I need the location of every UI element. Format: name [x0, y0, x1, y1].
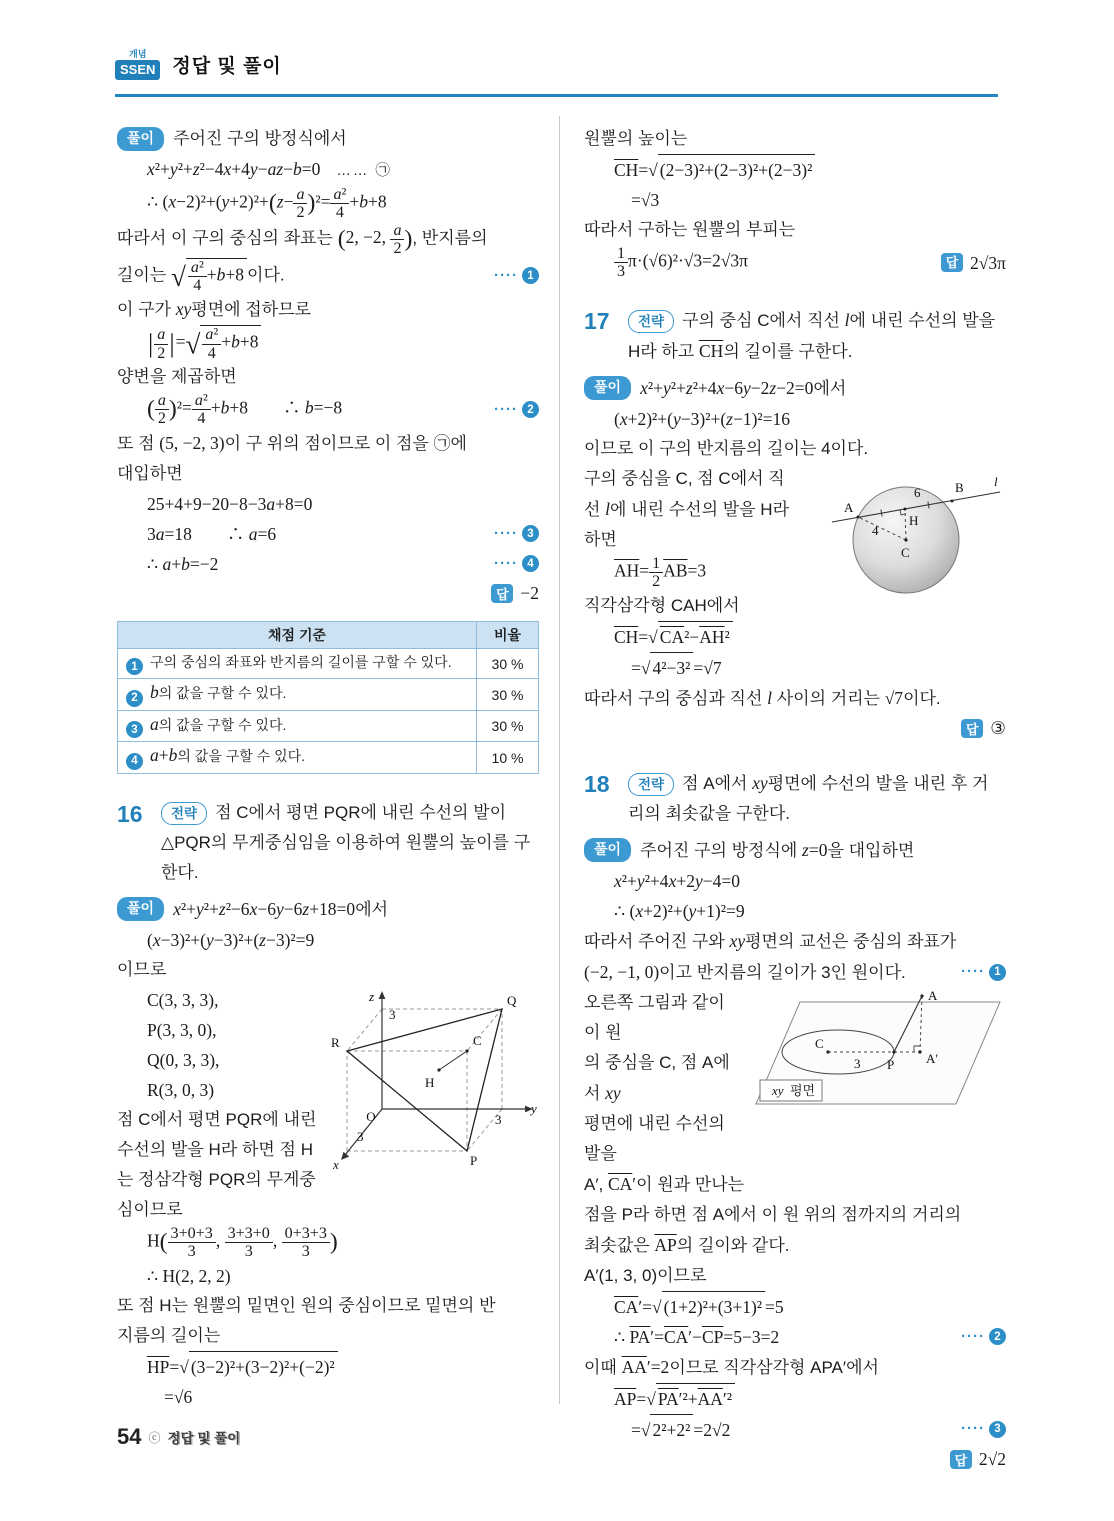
strategy-line	[161, 798, 539, 828]
point-label-C: C	[901, 544, 910, 560]
solution-header	[584, 373, 1006, 404]
point-label-Q: Q	[507, 992, 517, 1008]
math-line: R(3, 0, 3)	[147, 1079, 215, 1100]
marker-number: 2	[522, 401, 539, 418]
text-line: 이므로	[117, 959, 167, 979]
solution-badge: 풀이	[117, 897, 164, 921]
math-line: $\overline{CH}=√$ $CA^2-\overline{AH}^2$	[584, 621, 1006, 652]
rubric-step-number: 4	[126, 753, 143, 770]
strategy-line: △PQR의 무게중심임을 이용하여 원뿔의 높이를 구한다.	[161, 832, 531, 882]
step-marker	[961, 1414, 1006, 1444]
problem-number: 18	[584, 770, 610, 797]
column-divider	[559, 116, 560, 1404]
length-label-3: 3	[389, 1006, 396, 1022]
line-text: ∴ a+b=−2	[147, 553, 219, 574]
axis-label-x: x	[333, 1156, 339, 1172]
rubric-row	[118, 648, 539, 679]
solution-intro: 주어진 구의 방정식에서	[173, 129, 347, 148]
cube-diagram	[327, 981, 539, 1173]
marker-dots: ····	[961, 1420, 985, 1437]
marker-number: 3	[522, 525, 539, 542]
text-line: 이므로 이 구의 반지름의 길이는 4이다.	[584, 438, 869, 458]
problem-17-header	[584, 305, 1006, 367]
strategy-block	[628, 305, 1006, 367]
logo-main-text: SSEN	[115, 60, 160, 80]
math-line: ∴ H(2, 2, 2)	[147, 1265, 231, 1286]
footer-label: 정답 및 풀이	[167, 1431, 241, 1446]
text-line: 따라서 주어진 구와 xy평면의 교선은 중심의 좌표가	[584, 930, 957, 951]
point-label-B: B	[955, 479, 964, 495]
point-label-H: H	[425, 1074, 435, 1090]
answer-badge: 답	[961, 719, 983, 738]
grading-rubric-table	[117, 621, 539, 774]
math-line: ∴ (x−2)²+(y+2)²+(z− $\frac{a}{2}$ )²= $\frac{\text{a²}}{4}$ +b+8	[147, 186, 387, 222]
solution-badge: 풀이	[584, 376, 631, 400]
step-marker	[494, 519, 539, 549]
math-line	[584, 245, 1006, 281]
header-rule	[115, 94, 998, 97]
text-line: 구의 중심을 C, 점 C에서 직	[584, 468, 785, 488]
plane-diagram	[738, 988, 1006, 1118]
rubric-header-row	[118, 621, 539, 648]
rubric-header-ratio: 비율	[477, 621, 539, 648]
text-line: 원뿔의 높이는	[584, 129, 688, 148]
point-label-R: R	[331, 1034, 340, 1050]
answer-line	[117, 579, 539, 609]
logo-top-text: 개념	[129, 49, 147, 59]
ssen-logo	[115, 50, 160, 80]
rubric-text: a+b의 값을 구할 수 있다.	[150, 745, 306, 766]
figure-17	[828, 464, 1006, 601]
text-line: 따라서 구하는 원뿔의 부피는	[584, 220, 796, 239]
figure-16	[327, 981, 539, 1178]
text-line	[584, 957, 1006, 988]
text-line: 따라서 구의 중심과 직선 l 사이의 거리는 √7이다.	[584, 687, 941, 708]
rubric-criteria	[118, 679, 477, 711]
point-label-C: C	[473, 1032, 482, 1048]
text-line: 는 정삼각형 PQR의 무게중심이므로	[117, 1169, 316, 1219]
step-marker	[494, 395, 539, 425]
figure-18	[738, 988, 1006, 1123]
rubric-text: 구의 중심의 좌표와 반지름의 길이를 구할 수 있다.	[150, 653, 452, 670]
text-line: 이때 $\overline{AA}'=2$이므로 직각삼각형 APA′에서	[584, 1356, 879, 1377]
length-label-3: 3	[495, 1111, 502, 1127]
answer-badge: 답	[941, 253, 963, 272]
text-line: 의 중심을 C, 점 A에서 xy	[584, 1052, 730, 1103]
answer-value: ③	[990, 718, 1006, 738]
step-marker	[961, 1322, 1006, 1352]
text-line: 오른쪽 그림과 같이 이 원	[584, 992, 725, 1042]
page-footer	[117, 1424, 240, 1450]
answer-value: 2√3π	[970, 252, 1006, 273]
point-label-P: P	[470, 1152, 478, 1168]
point-label-A-prime: A′	[926, 1050, 939, 1066]
point-label-A: A	[844, 499, 854, 515]
marker-number: 1	[989, 964, 1006, 981]
solution-text: x²+y²+z²+4x−6y−2z−2=0에서	[640, 377, 847, 398]
math-line: x²+y²+z²−4x+4y−az−b=0 …… ㉠	[147, 159, 392, 179]
text-line: 최솟값은 $\overline{AP}$의 길이와 같다.	[584, 1234, 790, 1255]
marker-dots: ····	[494, 554, 518, 572]
strategy-line	[628, 768, 1006, 799]
strategy-badge: 전략	[161, 802, 207, 826]
line-text: ∴ $\overline{PA}'=\overline{CA}'-\overline{CP}=5-3=2$	[614, 1326, 780, 1347]
solution-text: 주어진 구의 방정식에 z=0을 대입하면	[640, 839, 915, 860]
line-text: (−2, −1, 0)이고 반지름의 길이가 3인 원이다.	[584, 961, 906, 982]
math-line: =√6	[164, 1386, 193, 1407]
text-line: 점을 P라 하면 점 A에서 이 원 위의 점까지의 거리의	[584, 1204, 962, 1224]
math-line: =√3	[631, 190, 660, 210]
page-header	[115, 50, 282, 80]
math-line: x²+y²+4x+2y−4=0	[614, 870, 740, 891]
axis-label-y: y	[531, 1100, 537, 1116]
strategy-block	[161, 798, 539, 888]
sphere-diagram	[828, 464, 1006, 596]
text-line	[117, 258, 539, 295]
rubric-criteria	[118, 742, 477, 774]
marker-dots: ····	[494, 524, 518, 542]
math-line: C(3, 3, 3),	[147, 989, 219, 1010]
math-line: (x+2)²+(y−3)²+(z−1)²=16	[614, 408, 791, 429]
strategy-line: H라 하고 $\overline{CH}$의 길이를 구한다.	[628, 340, 853, 361]
line-text: 길이는 √ $\frac{\text{a²}}{4}$ +b+8 이다.	[117, 258, 285, 294]
plane-label-xy: xy	[772, 1082, 784, 1098]
rubric-criteria	[118, 648, 477, 679]
answer-group	[941, 248, 1006, 278]
text-line: 직각삼각형 CAH에서	[584, 595, 740, 615]
answer-badge: 답	[950, 1450, 972, 1469]
marker-number: 3	[989, 1421, 1006, 1438]
page-title: 정답 및 풀이	[172, 56, 282, 78]
strategy-text: 구의 중심 C에서 직선 l에 내린 수선의 발을	[682, 309, 996, 330]
marker-number: 4	[522, 555, 539, 572]
solution-text: x²+y²+z²−6x−6y−6z+18=0에서	[173, 898, 389, 919]
math-line: P(3, 3, 0),	[147, 1019, 217, 1040]
length-label-6: 6	[914, 484, 921, 500]
rubric-step-number: 3	[126, 721, 143, 738]
problem-18	[584, 768, 1006, 1475]
problem-16	[117, 798, 539, 1412]
solution-badge: 풀이	[117, 127, 164, 151]
text-line: 지름의 길이는	[117, 1325, 221, 1345]
text-line: A′(1, 3, 0)이므로	[584, 1265, 707, 1285]
math-line	[117, 549, 539, 579]
right-column	[584, 124, 1006, 1475]
text-line: 또 점 H는 원뿔의 밑면인 원의 중심이므로 밑면의 반	[117, 1295, 496, 1315]
text-line: 양변을 제곱하면	[117, 367, 237, 386]
text-line: A′, $\overline{CA}'$이 원과 만나는	[584, 1173, 745, 1194]
point-label-C: C	[815, 1035, 824, 1051]
rubric-percent: 30 %	[477, 710, 539, 742]
strategy-text: 점 C에서 평면 PQR에 내린 수선의 발이	[215, 802, 507, 822]
copyright-mark: ⓒ	[148, 1430, 161, 1445]
page-number: 54	[117, 1424, 142, 1449]
strategy-line	[628, 305, 1006, 336]
math-line: $\overline{AP}=√$ $PA'^2+\overline{AA}'^2$	[584, 1383, 1006, 1414]
point-label-P: P	[887, 1056, 895, 1072]
math-line: ∴ (x+2)²+(y+1)²=9	[614, 900, 745, 921]
strategy-badge: 전략	[628, 310, 674, 334]
math-line: | $\frac{a}{2}$ |=√ $\frac{\text{a²}}{4}$ +b+8	[117, 325, 539, 362]
line-text: 3a=18 ∴ a=6	[147, 523, 277, 544]
solution-header	[117, 894, 539, 925]
math-line: $\overline{HP}=√$ (3−2)²+(3−2)²+(−2)²	[117, 1351, 539, 1382]
length-label-3: 3	[357, 1128, 364, 1144]
math-line: $\overline{CA}'=√$ (1+2)²+(3+1)² =5	[584, 1291, 1006, 1322]
point-label-A: A	[928, 987, 938, 1003]
answer-line	[584, 714, 1006, 744]
step-marker	[961, 957, 1006, 987]
line-label-l: l	[994, 473, 998, 489]
text-line: 점 C에서 평면 PQR에 내린	[117, 1109, 317, 1129]
solution-header	[584, 835, 1006, 866]
step-marker	[494, 549, 539, 579]
rubric-text: a의 값을 구할 수 있다.	[150, 713, 287, 734]
marker-dots: ····	[961, 1327, 985, 1345]
left-column	[117, 124, 539, 1412]
math-line: $\overline{AH}=$ $\frac{1}{2}$ $\overline{AB}=3$	[614, 554, 707, 591]
problem-number: 16	[117, 800, 143, 827]
text-line: 평면에 내린 수선의 발을	[584, 1113, 725, 1163]
math-line	[117, 519, 539, 549]
text-line: 수선의 발을 H라 하면 점 H	[117, 1139, 313, 1159]
strategy-text: 점 A에서 xy평면에 수선의 발을 내린 후 거	[682, 772, 989, 793]
rubric-row	[118, 742, 539, 774]
problem-18-header	[584, 768, 1006, 829]
line-text: ( $\frac{a}{2}$ )²= $\frac{\text{a²}}{4}$ +b+8 ∴ b=−8	[147, 392, 343, 428]
math-line: Q(0, 3, 3),	[147, 1049, 220, 1070]
rubric-row	[118, 679, 539, 711]
text-line: 선 l에 내린 수선의 발을 H라	[584, 498, 789, 519]
length-label-3: 3	[854, 1055, 861, 1071]
point-label-O: O	[366, 1108, 376, 1124]
answer-value: −2	[520, 583, 539, 604]
answer-line	[584, 1445, 1006, 1475]
line-text: =√ 2²+2² =2√2	[584, 1414, 730, 1445]
axis-label-z: z	[368, 988, 374, 1004]
rubric-row	[118, 710, 539, 742]
rubric-percent: 30 %	[477, 648, 539, 679]
text-line: 또 점 (5, −2, 3)이 구 위의 점이므로 이 점을 ㉠에	[117, 432, 467, 453]
step-marker	[494, 261, 539, 291]
math-line: (x−3)²+(y−3)²+(z−3)²=9	[147, 929, 315, 950]
answer-badge: 답	[491, 584, 513, 603]
text-line: 하면	[584, 529, 617, 549]
marker-number: 2	[989, 1328, 1006, 1345]
marker-number: 1	[522, 267, 539, 284]
math-line: $\overline{CH}=√$ (2−3)²+(2−3)²+(2−3)²	[584, 154, 1006, 185]
problem-number: 17	[584, 307, 610, 334]
text-line: 대입하면	[117, 463, 183, 483]
point-label-H: H	[909, 512, 919, 528]
math-line	[584, 1414, 1006, 1445]
text-line: 이 구가 xy평면에 접하므로	[117, 299, 311, 320]
strategy-line: 리의 최솟값을 구한다.	[628, 803, 790, 823]
answer-value: 2√2	[978, 1449, 1006, 1469]
plane-label-ko: 평면	[790, 1082, 816, 1098]
marker-dots: ····	[494, 400, 518, 418]
marker-dots: ····	[494, 266, 518, 284]
problem-16-header	[117, 798, 539, 888]
solution-header	[117, 124, 539, 154]
strategy-badge: 전략	[628, 773, 674, 797]
line-text: $\frac{1}{3}$ π·(√6)²·√3=2√3π	[584, 245, 748, 281]
rubric-header-criteria: 채점 기준	[118, 621, 477, 648]
problem-17	[584, 305, 1006, 744]
rubric-percent: 10 %	[477, 742, 539, 774]
solution-badge: 풀이	[584, 838, 631, 862]
math-line	[584, 1322, 1006, 1352]
rubric-percent: 30 %	[477, 679, 539, 711]
rubric-step-number: 1	[126, 658, 143, 675]
math-line: =√ 4²−3² =√7	[584, 652, 1006, 683]
math-line	[117, 392, 539, 428]
math-line: 25+4+9−20−8−3a+8=0	[147, 493, 313, 514]
rubric-criteria	[118, 710, 477, 742]
rubric-step-number: 2	[126, 690, 143, 707]
rubric-text: b의 값을 구할 수 있다.	[150, 682, 287, 703]
length-label-4: 4	[872, 522, 879, 538]
strategy-block	[628, 768, 1006, 829]
math-line: H( $\frac{3+0+3}{3}$ , $\frac{3+3+0}{3}$ , $\frac{0+3+3}{3}$ )	[147, 1224, 338, 1261]
marker-dots: ····	[961, 963, 985, 980]
text-line: 따라서 이 구의 중심의 좌표는 (2, −2, $\frac{a}{2}$ ), 반지름의	[117, 221, 488, 258]
